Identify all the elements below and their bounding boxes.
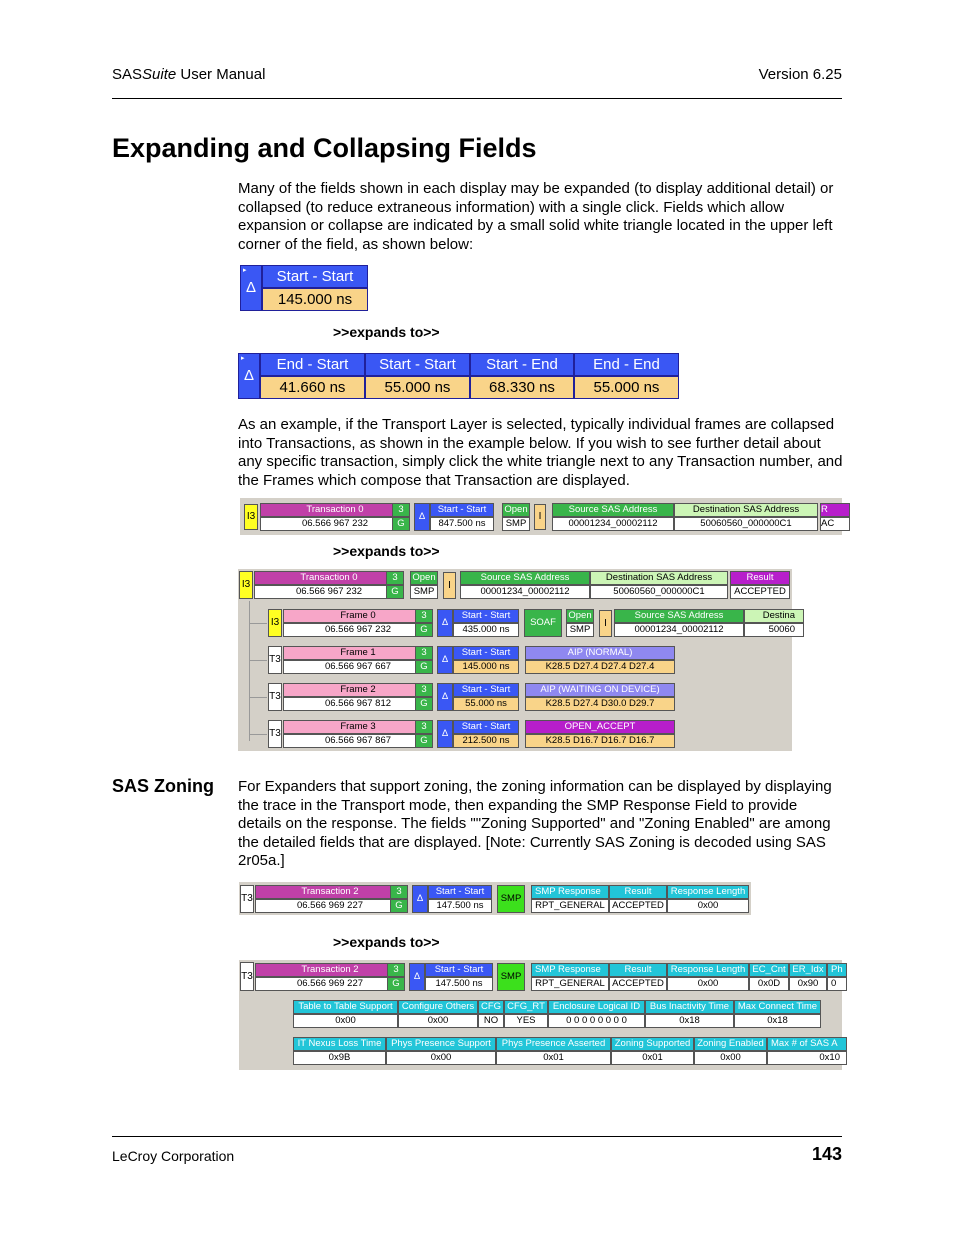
max-connect-time-value: 0x18 <box>734 1014 821 1028</box>
version-label: Version 6.25 <box>758 66 842 83</box>
port-header: 3 <box>415 609 433 623</box>
expand-toggle[interactable] <box>240 265 262 311</box>
open-header: Open <box>410 571 438 585</box>
er-idx-header: ER_Idx <box>789 963 827 977</box>
zoning-supported-value: 0x01 <box>611 1051 694 1065</box>
start-start-header: Start - Start <box>425 963 493 977</box>
open-header: Open <box>502 503 530 517</box>
start-start-value: 145.000 ns <box>453 660 519 674</box>
port-header: 3 <box>386 571 404 585</box>
result-header: Result <box>609 963 667 977</box>
port-value: G <box>415 697 433 711</box>
field-value-end-start: 41.660 ns <box>260 376 365 399</box>
source-address-header: Source SAS Address <box>552 503 674 517</box>
tree-branch <box>249 623 267 624</box>
expanded-field-widget[interactable] <box>238 353 679 399</box>
destination-address-value: 50060 <box>744 623 804 637</box>
frame-row-label: T3 <box>268 683 282 711</box>
row-label: T3 <box>240 962 254 991</box>
delta-icon[interactable]: Δ <box>437 646 453 674</box>
delta-icon: Δ <box>245 279 257 296</box>
frame-row-label: T3 <box>268 646 282 674</box>
zoning-enabled-value: 0x00 <box>694 1051 767 1065</box>
primitive-value: K28.5 D27.4 D30.0 D29.7 <box>525 697 675 711</box>
field-header-start-start: Start - Start <box>365 353 470 376</box>
transaction-header[interactable]: Transaction 0 <box>260 503 410 517</box>
trace-smp-response-collapsed <box>239 882 751 915</box>
cfg-rt-value: YES <box>504 1014 548 1028</box>
frame-value: 06.566 967 867 <box>283 734 433 748</box>
frame-header[interactable]: Frame 3 <box>283 720 433 734</box>
manual-prefix: SAS <box>112 66 143 83</box>
expands-to-label: >>expands to>> <box>333 934 440 950</box>
result-header: Result <box>609 885 667 899</box>
tree-line <box>249 601 250 741</box>
ec-cnt-value: 0x0D <box>749 977 789 991</box>
smp-badge: SMP <box>497 885 525 913</box>
transaction-header[interactable]: Transaction 2 <box>255 963 405 977</box>
enclosure-logical-id-header: Enclosure Logical ID <box>548 1000 645 1014</box>
start-start-header: Start - Start <box>453 646 519 660</box>
start-start-value: 212.500 ns <box>453 734 519 748</box>
transaction-value: 06.566 967 232 <box>254 585 404 599</box>
it-nexus-loss-time-header: IT Nexus Loss Time <box>293 1037 386 1051</box>
company-name: LeCroy Corporation <box>112 1148 235 1164</box>
page-title: Expanding and Collapsing Fields <box>112 133 537 163</box>
manual-italic: Suite <box>142 66 177 83</box>
port-header: 3 <box>392 503 410 517</box>
primitive-header: OPEN_ACCEPT <box>525 720 675 734</box>
field-header-end-end: End - End <box>574 353 679 376</box>
transaction-header[interactable]: Transaction 2 <box>255 885 405 899</box>
destination-address-header: Destination SAS Address <box>674 503 818 517</box>
result-value: ACCEPTED <box>730 585 790 599</box>
field-value: 145.000 ns <box>262 288 368 311</box>
source-address-header: Source SAS Address <box>614 609 744 623</box>
table-to-table-support-value: 0x00 <box>293 1014 398 1028</box>
field-value-start-start: 55.000 ns <box>365 376 470 399</box>
open-header: Open <box>566 609 594 623</box>
footer-rule <box>112 1136 842 1137</box>
transaction-header[interactable]: Transaction 0 <box>254 571 404 585</box>
primitive-value: K28.5 D16.7 D16.7 D16.7 <box>525 734 675 748</box>
field-header-end-start: End - Start <box>260 353 365 376</box>
row-label: I3 <box>244 504 258 530</box>
destination-address-value: 50060560_000000C1 <box>674 517 818 531</box>
destination-address-value: 50060560_000000C1 <box>590 585 728 599</box>
port-header: 3 <box>415 720 433 734</box>
result-value: AC <box>820 517 850 531</box>
smp-response-header[interactable]: SMP Response <box>531 885 609 899</box>
port-header: 3 <box>387 963 405 977</box>
transaction-value: 06.566 967 232 <box>260 517 410 531</box>
start-start-value: 55.000 ns <box>453 697 519 711</box>
tree-branch <box>249 660 267 661</box>
start-start-header: Start - Start <box>430 503 494 517</box>
soaf-badge: SOAF <box>524 609 562 637</box>
collapsed-field-widget[interactable] <box>240 265 368 311</box>
smp-badge: SMP <box>497 963 525 991</box>
field-value-end-end: 55.000 ns <box>574 376 679 399</box>
cfg-rt-header: CFG_RT <box>504 1000 548 1014</box>
transaction-value: 06.566 969 227 <box>255 977 405 991</box>
result-header: R <box>820 503 850 517</box>
response-length-value: 0x00 <box>667 899 749 913</box>
configure-others-value: 0x00 <box>398 1014 478 1028</box>
er-idx-value: 0x90 <box>789 977 827 991</box>
phys-presence-support-header: Phys Presence Support <box>386 1037 496 1051</box>
frame-header[interactable]: Frame 1 <box>283 646 433 660</box>
tree-branch <box>249 734 267 735</box>
field-header-start-end: Start - End <box>470 353 574 376</box>
delta-icon[interactable]: Δ <box>414 503 430 531</box>
port-header: 3 <box>390 885 408 899</box>
frame-row-label: T3 <box>268 720 282 748</box>
start-start-value: 435.000 ns <box>453 623 519 637</box>
zoning-enabled-header: Zoning Enabled <box>694 1037 767 1051</box>
table-to-table-support-header: Table to Table Support <box>293 1000 398 1014</box>
port-value: G <box>387 977 405 991</box>
ph-value: 0 <box>827 977 847 991</box>
smp-response-value: RPT_GENERAL <box>531 977 609 991</box>
port-value: G <box>415 734 433 748</box>
field-value-start-end: 68.330 ns <box>470 376 574 399</box>
smp-response-value: RPT_GENERAL <box>531 899 609 913</box>
open-value: SMP <box>502 517 530 531</box>
response-length-header: Response Length <box>667 963 749 977</box>
expands-to-label: >>expands to>> <box>333 324 440 340</box>
start-start-value: 147.500 ns <box>428 899 492 913</box>
cfg-value: NO <box>478 1014 504 1028</box>
start-start-header: Start - Start <box>428 885 492 899</box>
response-length-header: Response Length <box>667 885 749 899</box>
initiator-box: I <box>443 572 456 599</box>
start-start-value: 147.500 ns <box>425 977 493 991</box>
port-value: G <box>386 585 404 599</box>
destination-address-header: Destina <box>744 609 804 623</box>
delta-icon[interactable]: Δ <box>437 683 453 711</box>
frame-value: 06.566 967 812 <box>283 697 433 711</box>
result-value: ACCEPTED <box>609 977 667 991</box>
ph-header: Ph <box>827 963 847 977</box>
transaction-value: 06.566 969 227 <box>255 899 405 913</box>
phys-presence-asserted-value: 0x01 <box>496 1051 611 1065</box>
start-start-value: 847.500 ns <box>430 517 494 531</box>
example-paragraph: As an example, if the Transport Layer is selected, typically individual frames are collapsed into Transactions, as shown in the example below. If you wish to see further detail about any specific transaction, simply click the white triangle next to any Transaction number, and the Frames which compose that Transaction are displayed. <box>238 416 843 489</box>
initiator-box: I <box>599 610 612 637</box>
port-value: G <box>390 899 408 913</box>
phys-presence-support-value: 0x00 <box>386 1051 496 1065</box>
delta-icon[interactable]: Δ <box>412 885 428 913</box>
max-connect-time-header: Max Connect Time <box>734 1000 821 1014</box>
open-value: SMP <box>566 623 594 637</box>
smp-response-header[interactable]: SMP Response <box>531 963 609 977</box>
source-address-value: 00001234_00002112 <box>460 585 590 599</box>
page-number: 143 <box>811 1144 842 1164</box>
zoning-paragraph: For Expanders that support zoning, the zoning information can be displayed by displaying the trace in the Transport mode, then expanding the SMP Response Field to provide details on the response. The fields ""Zoning Supported" and "Zoning Enabled" are among the detailed fields that are displayed. [Note: Currently SAS Zoning is decoded using SAS 2r05a.] <box>238 778 832 870</box>
configure-others-header: Configure Others <box>398 1000 478 1014</box>
zoning-supported-header: Zoning Supported <box>611 1037 694 1051</box>
tree-branch <box>249 697 267 698</box>
intro-paragraph: Many of the fields shown in each display may be expanded (to display additional detail) or collapsed (to reduce extraneous information) with a single click. Fields which allow expansion or collapse are indicated by a small solid white triangle located in the upper left corner of the field, as shown below: <box>238 180 834 253</box>
header-rule <box>112 98 842 99</box>
field-header: Start - Start <box>262 265 368 288</box>
frame-header[interactable]: Frame 2 <box>283 683 433 697</box>
source-address-value: 00001234_00002112 <box>614 623 744 637</box>
trace-collapsed-transaction <box>240 498 842 535</box>
open-value: SMP <box>410 585 438 599</box>
collapse-toggle[interactable] <box>238 353 260 399</box>
it-nexus-loss-time-value: 0x9B <box>293 1051 386 1065</box>
delta-icon[interactable]: Δ <box>409 963 425 991</box>
initiator-box: I <box>534 504 546 530</box>
start-start-header: Start - Start <box>453 609 519 623</box>
start-start-header: Start - Start <box>453 720 519 734</box>
trace-smp-response-expanded <box>239 960 842 1070</box>
frame-row-label: I3 <box>268 609 282 637</box>
frame-value: 06.566 967 667 <box>283 660 433 674</box>
frame-value: 06.566 967 232 <box>283 623 433 637</box>
response-length-value: 0x00 <box>667 977 749 991</box>
source-address-header: Source SAS Address <box>460 571 590 585</box>
port-value: G <box>392 517 410 531</box>
start-start-header: Start - Start <box>453 683 519 697</box>
trace-expanded-transaction <box>238 569 795 751</box>
row-label: T3 <box>240 885 254 913</box>
sas-zoning-heading: SAS Zoning <box>112 776 214 796</box>
manual-title <box>112 66 265 83</box>
ec-cnt-header: EC_Cnt <box>749 963 789 977</box>
enclosure-logical-id-value: 0 0 0 0 0 0 0 0 <box>548 1014 645 1028</box>
result-value: ACCEPTED <box>609 899 667 913</box>
delta-icon: Δ <box>243 367 255 384</box>
phys-presence-asserted-header: Phys Presence Asserted <box>496 1037 611 1051</box>
destination-address-header: Destination SAS Address <box>590 571 728 585</box>
source-address-value: 00001234_00002112 <box>552 517 674 531</box>
primitive-header: AIP (NORMAL) <box>525 646 675 660</box>
cfg-header: CFG <box>478 1000 504 1014</box>
max-sas-addresses-header: Max # of SAS A <box>767 1037 847 1051</box>
port-header: 3 <box>415 646 433 660</box>
primitive-value: K28.5 D27.4 D27.4 D27.4 <box>525 660 675 674</box>
port-value: G <box>415 623 433 637</box>
frame-header[interactable]: Frame 0 <box>283 609 433 623</box>
port-header: 3 <box>415 683 433 697</box>
expand-triangle-icon: ▸ <box>241 355 245 362</box>
manual-suffix: User Manual <box>176 66 266 83</box>
result-header: Result <box>730 571 790 585</box>
port-value: G <box>415 660 433 674</box>
bus-inactivity-time-header: Bus Inactivity Time <box>645 1000 734 1014</box>
row-label: I3 <box>239 571 253 599</box>
delta-icon[interactable]: Δ <box>437 720 453 748</box>
delta-icon[interactable]: Δ <box>437 609 453 637</box>
primitive-header: AIP (WAITING ON DEVICE) <box>525 683 675 697</box>
expand-triangle-icon: ▸ <box>243 267 247 274</box>
expands-to-label: >>expands to>> <box>333 543 440 559</box>
max-sas-addresses-value: 0x10 <box>767 1051 847 1065</box>
bus-inactivity-time-value: 0x18 <box>645 1014 734 1028</box>
